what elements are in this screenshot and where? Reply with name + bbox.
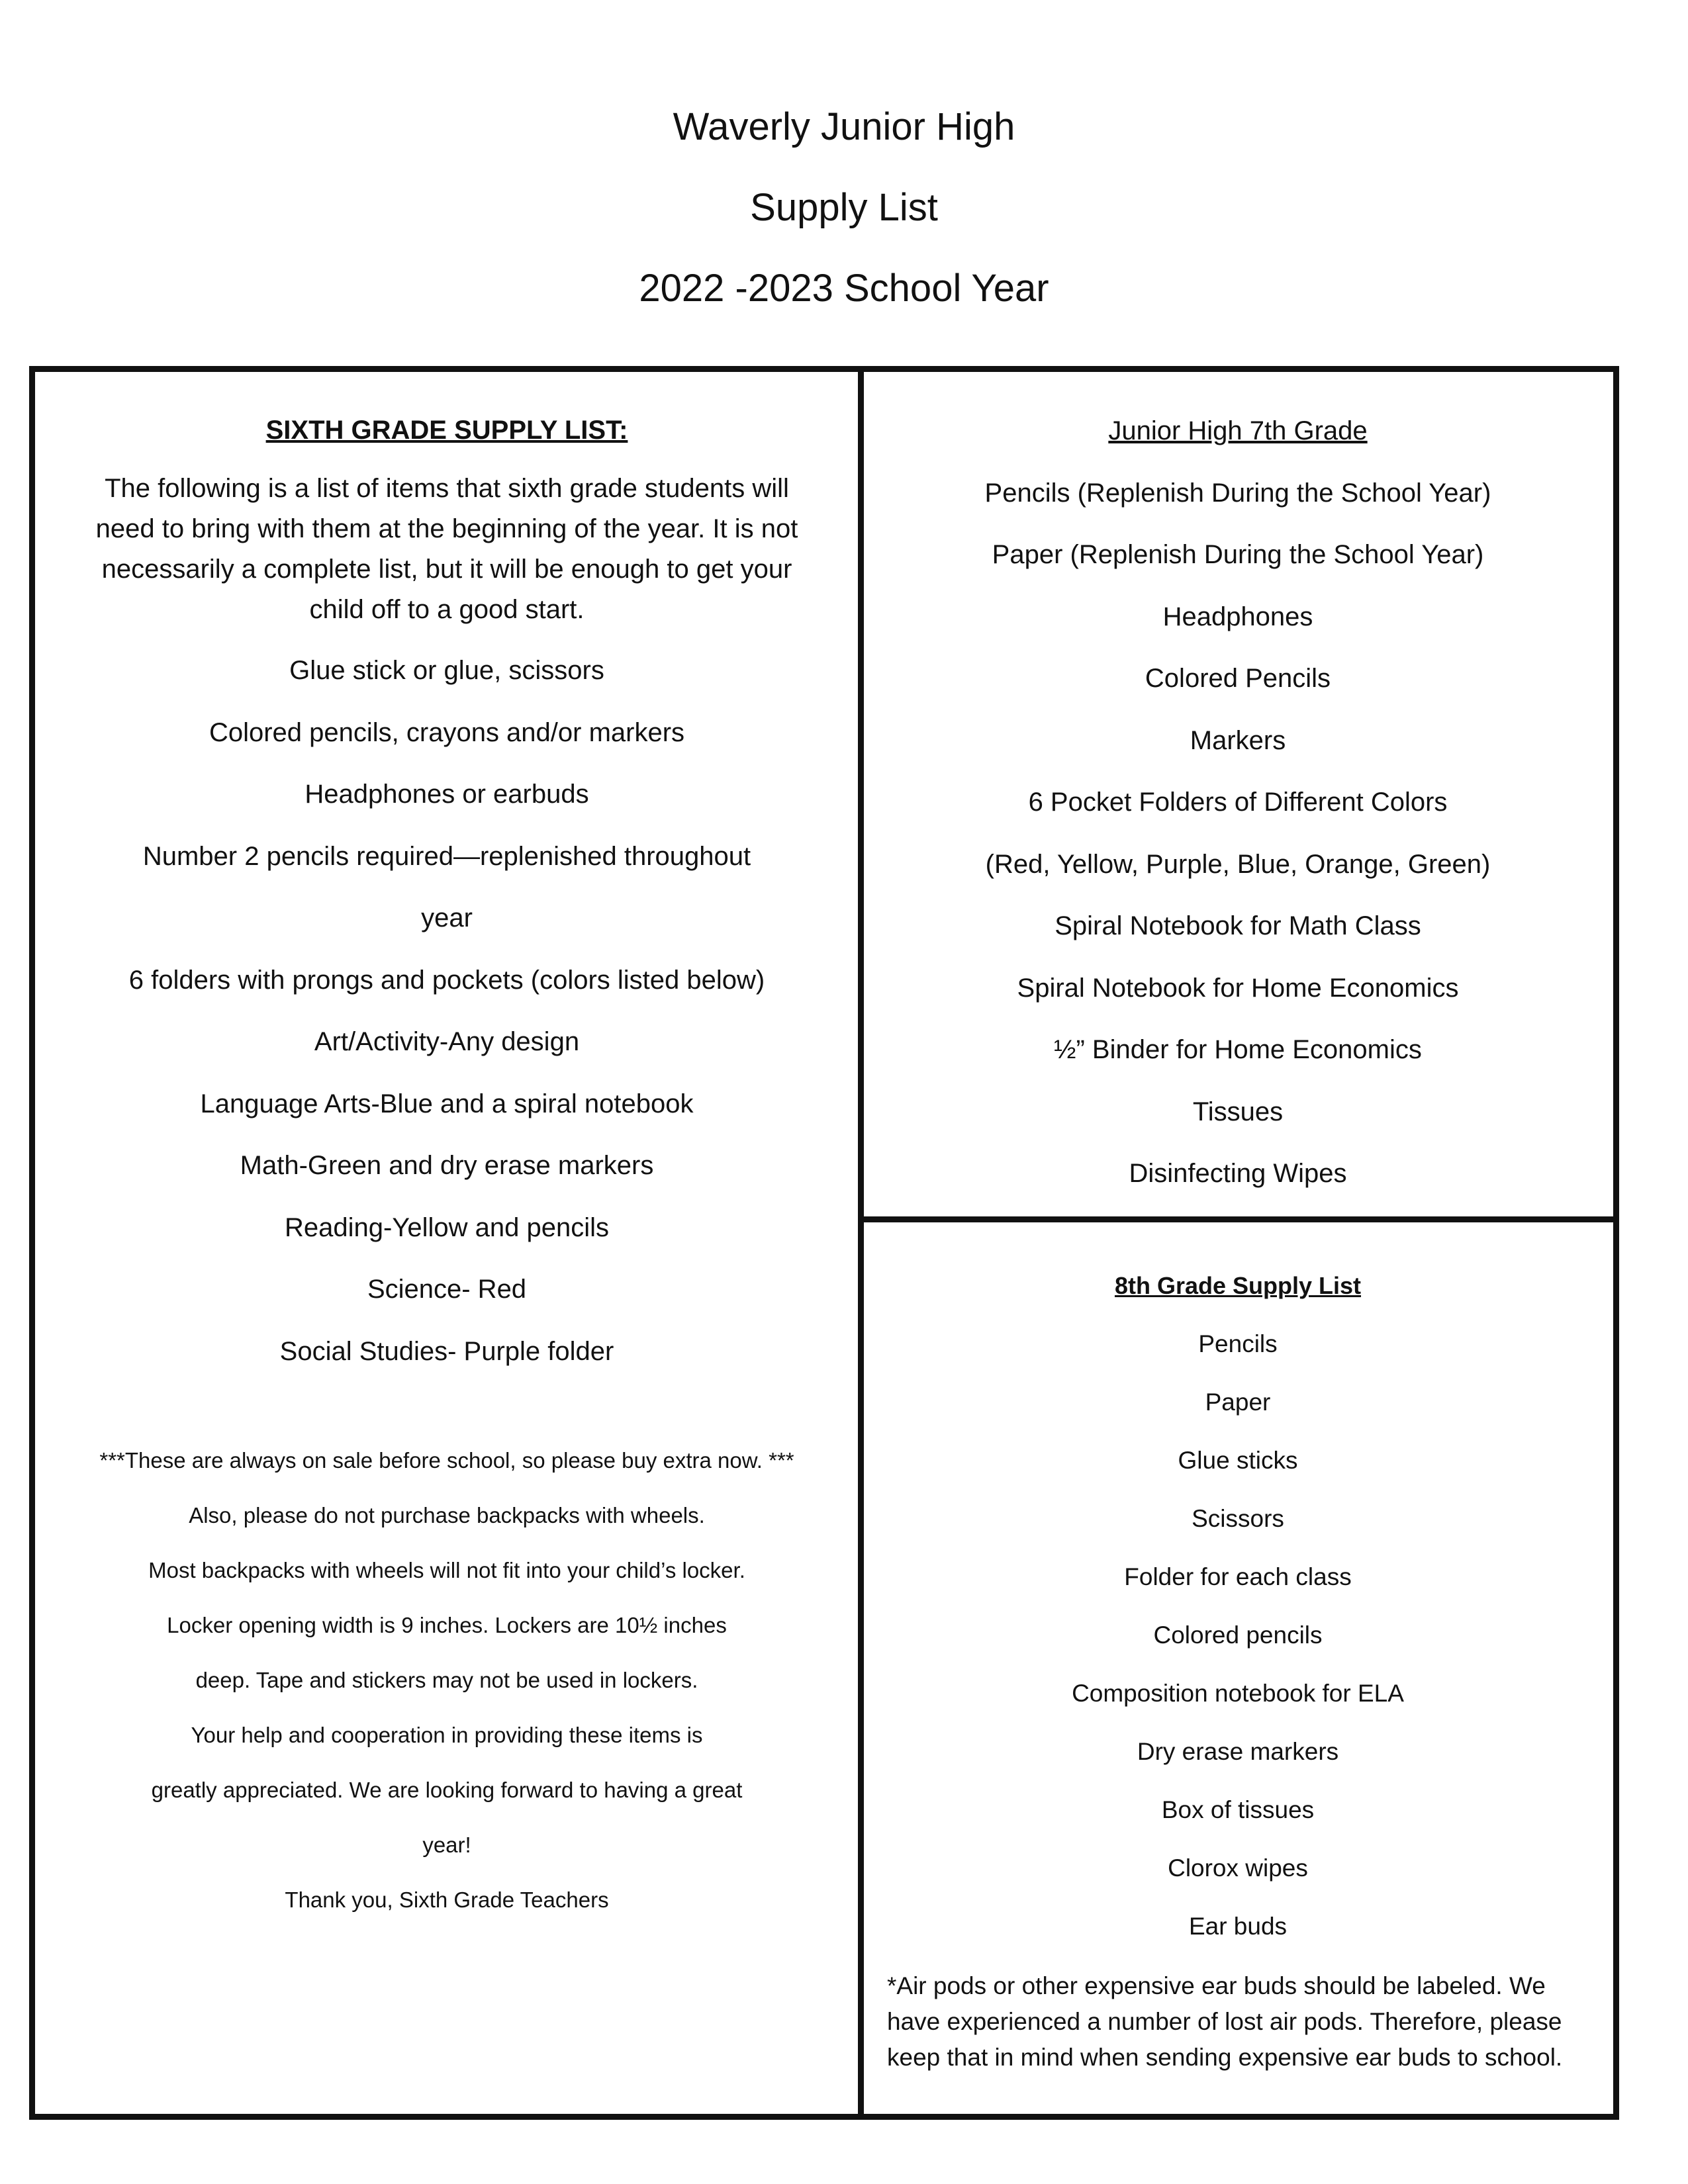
list-item: Box of tissues: [1161, 1796, 1315, 1823]
sixth-grade-section: [79, 410, 814, 1940]
list-item: Colored pencils: [1153, 1621, 1323, 1649]
school-year: 2022 -2023 School Year: [639, 267, 1049, 310]
list-item: (Red, Yellow, Purple, Blue, Orange, Green): [985, 849, 1491, 879]
note-line: deep. Tape and stickers may not be used in lockers.: [195, 1668, 698, 1692]
list-item: Ear buds: [1188, 1913, 1288, 1940]
note-line: Locker opening width is 9 inches. Lockers are 10½ inches: [167, 1613, 727, 1637]
list-item: Pencils: [1198, 1330, 1278, 1357]
list-item: Disinfecting Wipes: [1129, 1159, 1347, 1188]
list-item: ½” Binder for Home Economics: [1054, 1035, 1422, 1064]
list-item: Paper (Replenish During the School Year): [992, 540, 1484, 569]
list-item: 6 Pocket Folders of Different Colors: [1028, 788, 1448, 817]
list-item: Paper: [1205, 1388, 1271, 1416]
note-line: Most backpacks with wheels will not fit into your child’s locker.: [148, 1558, 745, 1582]
sixth-grade-heading: SIXTH GRADE SUPPLY LIST:: [265, 416, 628, 445]
eighth-grade-section: [887, 1269, 1589, 2075]
list-item: year: [421, 903, 473, 933]
list-item: Spiral Notebook for Math Class: [1055, 911, 1421, 940]
document-header: [0, 106, 1688, 348]
list-item: Folder for each class: [1124, 1563, 1352, 1590]
list-item: Tissues: [1192, 1097, 1284, 1126]
list-item: Glue sticks: [1178, 1447, 1298, 1474]
seventh-grade-section: [900, 410, 1575, 1215]
list-item: Clorox wipes: [1168, 1854, 1308, 1882]
list-item: Pencils (Replenish During the School Year): [984, 478, 1491, 508]
note-line: Also, please do not purchase backpacks with wheels.: [189, 1503, 705, 1527]
list-item: Math-Green and dry erase markers: [240, 1151, 654, 1180]
list-item: Art/Activity-Any design: [314, 1027, 580, 1056]
document-subtitle: Supply List: [750, 186, 938, 229]
list-item: Headphones or earbuds: [305, 780, 589, 809]
signature-line: Thank you, Sixth Grade Teachers: [285, 1888, 609, 1912]
list-item: 6 folders with prongs and pockets (colors listed below): [128, 965, 765, 995]
list-item: Dry erase markers: [1137, 1738, 1339, 1765]
list-item: Reading-Yellow and pencils: [285, 1212, 609, 1242]
list-item: Science- Red: [367, 1275, 527, 1304]
sale-note: ***These are always on sale before school, so please buy extra now. ***: [99, 1448, 794, 1473]
list-item: Colored Pencils: [1145, 664, 1331, 693]
eighth-grade-heading: 8th Grade Supply List: [1114, 1272, 1362, 1299]
note-line: year!: [422, 1833, 471, 1857]
list-item: Composition notebook for ELA: [1072, 1680, 1404, 1707]
sixth-grade-intro: The following is a list of items that sixth grade students will need to bring with them at the beginning of the year. It is not necessarily a complete list, but it will be enough to get your child off to a good start.: [95, 474, 798, 624]
list-item: Glue stick or glue, scissors: [289, 656, 604, 685]
note-line: greatly appreciated. We are looking forward to having a great: [151, 1778, 743, 1802]
list-item: Headphones: [1162, 602, 1313, 631]
spacer: [79, 1392, 814, 1445]
earbuds-note: *Air pods or other expensive ear buds should be labeled. We have experienced a number of lost air pods. Therefore, please keep that in mind when sending expensive ear buds to school.: [887, 1972, 1563, 2071]
list-item: Markers: [1190, 725, 1286, 755]
list-item: Number 2 pencils required—replenished throughout: [142, 841, 751, 871]
school-name: Waverly Junior High: [673, 105, 1015, 148]
list-item: Scissors: [1192, 1505, 1284, 1532]
list-item: Colored pencils, crayons and/or markers: [209, 717, 685, 747]
seventh-grade-heading: Junior High 7th Grade: [1108, 416, 1368, 445]
list-item: Language Arts-Blue and a spiral notebook: [200, 1089, 694, 1118]
list-item: Social Studies- Purple folder: [279, 1336, 614, 1366]
note-line: Your help and cooperation in providing these items is: [191, 1723, 703, 1747]
list-item: Spiral Notebook for Home Economics: [1017, 973, 1459, 1003]
